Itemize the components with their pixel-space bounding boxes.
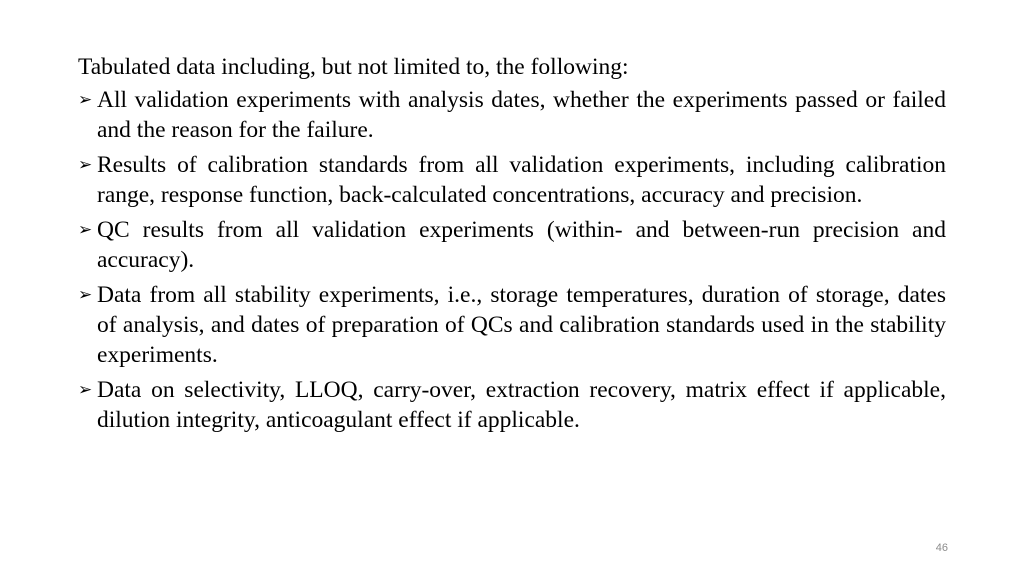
bullet-text-2: Results of calibration standards from all validation experiments, including calibration range, response function, back-calculated concentrations, accuracy and precision. (97, 152, 946, 208)
bullet-text-1: All validation experiments with analysis dates, whether the experiments passed or failed and the reason for the failure. (97, 87, 946, 143)
intro-text: Tabulated data including, but not limited to, the following: (78, 54, 629, 80)
arrowhead-bullet-icon: ➢ (78, 380, 93, 400)
page-number: 46 (935, 542, 948, 554)
bullet-text-3: QC results from all validation experiments (within- and between-run precision and accuracy). (97, 217, 946, 273)
arrowhead-bullet-icon: ➢ (78, 90, 93, 110)
bullet-list (78, 85, 946, 435)
arrowhead-bullet-icon: ➢ (78, 155, 93, 175)
bullet-item-4 (78, 280, 946, 370)
arrowhead-bullet-icon: ➢ (78, 285, 93, 305)
bullet-item-1 (78, 85, 946, 145)
bullet-item-2 (78, 150, 946, 210)
arrowhead-bullet-icon: ➢ (78, 220, 93, 240)
slide-content (78, 52, 946, 440)
bullet-text-4: Data from all stability experiments, i.e., storage temperatures, duration of storage, dates of analysis, and dates of preparation of QCs and calibration standards used in the stability experiments. (97, 282, 946, 368)
bullet-item-5 (78, 375, 946, 435)
bullet-item-3 (78, 215, 946, 275)
bullet-text-5: Data on selectivity, LLOQ, carry-over, extraction recovery, matrix effect if applicable, dilution integrity, anticoagulant effect if applicable. (97, 377, 946, 433)
